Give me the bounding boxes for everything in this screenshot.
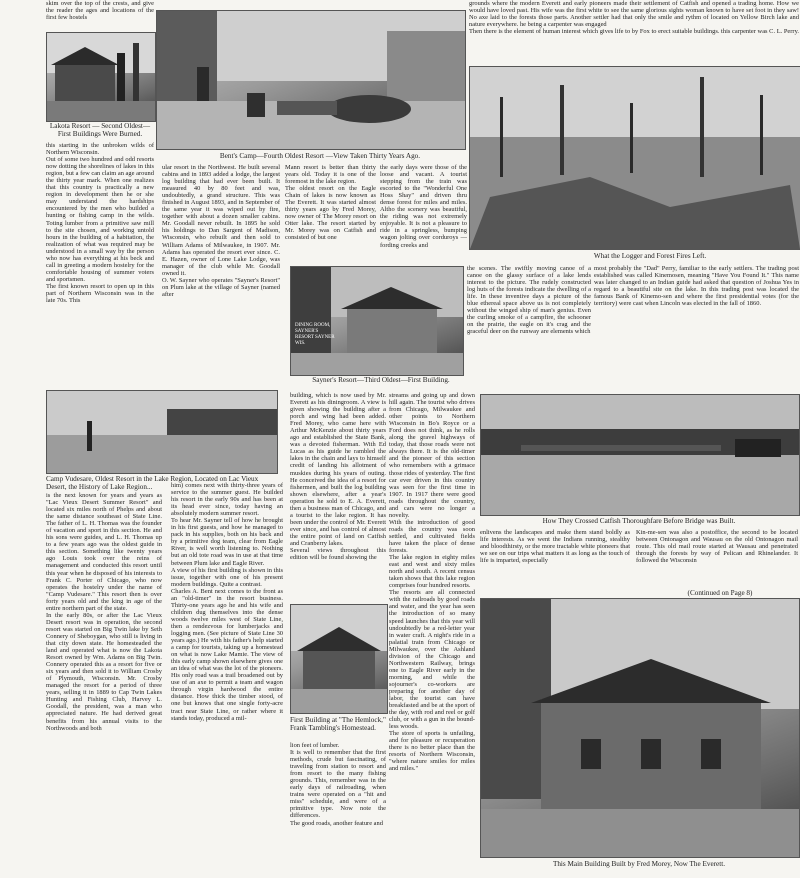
article-column-7: is the next known for years and years as "Lac Vieux Desert Summer Resort" and located six miles north of Phelps and about the same distance southeast of State Line. The father of L. H. Thomas was the founder of vacation and sport in this section. He and his sons were guides, and L. H. Thomas up to a few years ago was the oldest guide in this section. Something like twenty years ago Louis took over the reins of management and conducted this resort until this year when he disposed of his interests to Frank C. Porter of Chicago, who now operates the hostelry under the name of "Camp Vudesare." This resort then is over forty years old and the king in age of the entire northern part of the state. In the early 80s, or after the Lac Vieux Desert resort was in operation, the second resort was started on Big Twin lake by Seth Connery of Sheboygan, who still is living in that city down state. He homesteaded the land and operated what is now the Lakota Resort owned by Wm. Adams on Big Twin. Connery operated this as a resort for five or six years and then sold it to William Crosby of Plymouth, Wisconsin. Mr. Crosby managed the resort for a period of three years, selling it in 1889 to Cap Twin Lakes Hunting and Fishing Club, Harvey L. Goodall, the president, was a man who appreciated nature. He had derived great benefits from his annual visits to the Northwoods and both bbox=[46, 492, 162, 732]
article-column-11: enlivens the landscapes and make them stand boldly as life interests. As we went the Indians running, stealthy and bloodthirsty, or the more tractable white pioneers that we see on our trips what matters it as long as the touch of life is imparted, especially bbox=[480, 529, 630, 565]
article-column-1: this starting in the unbroken wilds of Northern Wisconsin. Out of some two hundred and odd resorts now dotting the shorelines of lakes in this region, but a few can claim an age around the thirty year mark. When one realizes that this country is practically a new region in development then he or she may understand the hardships encountered by the men who builded a hunting or fishing camp in the wilds. Toting lumber from a primitive saw mill to the site chosen, and working untold hours in the building of a habitation, the realization of what was required may be understood in a small way by the person who now has everything at his beck and call in greeting a modern hostelry for the comfortable housing of summer voters and sportsmen. The first known resort to open up in this part of Northern Wisconsin was in the late 70s. This bbox=[46, 142, 154, 305]
article-column-8: him) comes next with thirty-three years of service to the summer guest. He builded his resort in the early 90s and has been at its head ever since, today having an absolutely modern summer resort. To hear Mr. Sayner tell of how he brought in his first guests, and how he managed to pack in his supplies, both on his back and by a primitive dog team, clear from Eagle River, is well worth listening to. Nothing but an old tote road was in use at that time between Plum lake and Eagle River. A view of his first building is shown in this issue, together with one of his present modern buildings. Quite a contrast. Charles A. Bent next comes to the front as an "old-timer" in the resort business. Thirty-one years ago he and his wife and children dug themselves into the dense woods twelve miles west of State Line, then a rendezvous for lumberjacks and logging men. (See picture of State Line 30 years ago.) He with his father's help started a camp for tourists, taking up a homestead on what is now Lake Mamie. The view of this early camp shown elsewhere gives one an idea of what was the lot of the pioneers. His only road was a trail broadened out by use of an axe to permit a team and wagon through virgin hardwood the entire distance. How thick the timber stood, of one but knows that one single forty-acre tract near State Line, or rather where it stands today, produced a mil- bbox=[171, 482, 283, 722]
article-column-5: the scenes. The swiftly moving canoe of a canoe on the glassy surface of a lake lends interest to the picture. The rudely constructed log huts of the forests indicate the dwelling of a life. In these inventive days a picture of the blue ethereal space above us is not completely without the winged ship of man's genius. Even the curling smoke of a campfire, the schooner on the prairie, the eagle on it's crag and the graceful deer on the runway are elements which bbox=[467, 265, 591, 336]
lakota-caption: Lakota Resort — Second Oldest—First Buildings Were Burned. bbox=[49, 122, 151, 139]
logger-photo bbox=[469, 66, 800, 250]
article-column-2: ular resort in the Northwest. He built several cabins and in 1893 added a lodge, the largest log building that had ever been built. It measured 40 by 80 feet and was, undoubtedly, a grand structure. This was finished in August 1893, and in September of the same year it was wiped out by fire, together with about a dozen smaller cabins. Mr. Goodall never rebuilt. In 1895 he sold his holdings to Dan Sargent of Madison, Wisconsin, who rebuilt and then sold to William Adams of Milwaukee, in 1907. Mr. Adams has operated the resort ever since. C. E. Hazen, owner of Lone Lake Lodge, was manager of the club while Mr. Goodall owned it. O. W. Sayner who operates "Sayner's Resort" on Plum lake at the village of Sayner (named after bbox=[162, 164, 280, 298]
article-column-12: Kin-me-sen was also a postoffice, the second to be located between Ontonagon and Wausau on the old Ontonagon mail route. This old mail route started at Wausau and penetrated through the forests by way of Pelican and Rhinelander. It followed the Wisconsin bbox=[636, 529, 798, 565]
article-column-13: lion feet of lumber. It is well to remember that the first methods, crude but fascinating, of traveling from station to resort and from resort to the many fishing grounds. This, remember was in the early days of railroading, when trains were operated on a "hit and miss" schedule, and were of a primitive type. Now note the differences. The good roads, another feature and bbox=[290, 742, 386, 827]
top-right-text: grounds where the modern Everett and early pioneers made their settlement of Catfish and opened a trading home. How we would have loved past. His wife was the first white to see the same glorious sights woman known to have set foot in they saw! No axe laid to the forests those parts. Another settler had that only the smile and rythm of located on Yellow Birch lake and nature everywhere. he being a carpenter was engaged Then there is the element of human interest which gives life to by Fox to erect suitable buildings. this carpenter was C. L. Perry. bbox=[469, 0, 799, 36]
continued-note: (Continued on Page 8) bbox=[687, 589, 753, 597]
sayner-resort-photo bbox=[290, 266, 464, 376]
sayner-caption: Sayner's Resort—Third Oldest—First Building. bbox=[312, 376, 450, 384]
main-building-caption: This Main Building Built by Fred Morey, Now The Everett. bbox=[552, 860, 726, 868]
camp-vudesare-caption: Camp Vudesare, Oldest Resort in the Lake Region, Located on Lac Vieux Desert, the History of Lake Region... bbox=[46, 475, 259, 492]
logger-caption: What the Logger and Forest Fires Left. bbox=[593, 252, 707, 260]
hemlock-photo bbox=[290, 604, 388, 714]
sayner-photo-text: DINING ROOM, SAYNER'S RESORT SAYNER WIS. bbox=[295, 323, 335, 346]
lakota-resort-photo bbox=[46, 32, 156, 122]
hemlock-caption: First Building at "The Hemlock," Frank Tambling's Homestead. bbox=[290, 716, 386, 733]
catfish-caption: How They Crossed Catfish Thoroughfare Before Bridge was Built. bbox=[542, 517, 736, 525]
main-building-photo bbox=[480, 598, 800, 858]
bents-camp-caption: Bent's Camp—Fourth Oldest Resort —View Taken Thirty Years Ago. bbox=[219, 152, 421, 160]
camp-vudesare-photo bbox=[46, 390, 278, 474]
article-column-6: most probably the "Dad" Perry, familiar to the early settlers. The trading post established was called Kinemosen, meaning "Have You Found It." This name was later changed to an Indian guide had asked that question of Joshua Yes in regard to a beautiful site on the lake. In this trading post was located the famous Bank of Kinemo-sen and where the first presidential votes (for the territory) were cast when Lincoln was elected in the fall of 1860. bbox=[594, 265, 799, 308]
top-left-text: skim over the top of the crests, and give the reader the ages and locations of the first few hostels bbox=[46, 0, 154, 22]
article-column-10: streams and going up and down hill again. The tourist who drives from Chicago, Milwaukee and other points to Northern Wisconsin in Bo's Royce or a Ford does not think, as he rolls along the gravel highways of today, that those roads were not always there. It is the old-timer and the pioneer of this section who remembers with a grimace those rides of yesterday. The first car ever driven in this country was seen for the first time in 1907. In 1917 there were good roads throughout the country, and cars were no longer a novelty. With the introduction of good roads the country was soon settled, and cultivated fields have taken the place of dense forests. The lake region in eighty miles east and west and sixty miles north and south. A recent census taken shows that this lake region comprises four hundred resorts. The resorts are all connected with the railroads by good roads and water, and the year has seen the introduction of so many speed launches that this year will undoubtedly be a red-letter year in water craft. A night's ride in a palatial train from Chicago or Milwaukee, over the Ashland division of the Chicago and Northwestern Railway, brings one to Eagle River early in the morning, and while the sojourner's co-workers are preparing for another day of labor, the tourist can have breakfasted and be at the sport of the day, with rod and reel or golf club, or with a gun in the bound-less woods. The store of sports is unfailing, and for pleasure or recuperation there is no better place than the resorts of Northern Wisconsin, "where nature smiles for miles and miles." bbox=[389, 392, 475, 773]
article-column-3: Mann resort is better than thirty years old. Today it is one of the foremost in the lake region. The oldest resort on the Eagle Chain of lakes is now known as The Everett. It was started almost thirty years ago by Fred Morey, now owner of The Morey resort on Otter lake. The resort started by Mr. Morey was on Catfish and consisted of but one bbox=[285, 164, 376, 242]
catfish-photo bbox=[480, 394, 800, 516]
article-column-9: building, which is now used by Mr. Everett as his diningroom. A view is given showing the building after a porch and wing had been added. Fred Morey, who came here with Arthur McKenzie about thirty years ago and established the State Bank, was a devoted fisherman. With Ed Lucas as his guide he rambled the lakes in the chain and lays to himself credit of landing his allotment of muskies during his years of outing. He conceived the idea of a resort for fishermen, and built the log building shown elsewhere, after a year's operation he sold to E. A. Everett, then a business man of Chicago, and a tourist to the lake region. It has been under the control of Mr. Everett ever since, and has control of almost the entire point of land on Catfish and Cranberry lakes. Several views throughout this edition will be found showing the bbox=[290, 392, 386, 562]
bents-camp-photo bbox=[156, 10, 466, 150]
article-column-4: the early days were those of the loose and vacant. A tourist stepping from the train was escorted to the "Wonderful One Hoss Shay" and driven thru dense forest for miles and miles. Altho the scenery was beautiful, the riding was not extremely enjoyable. It is not a pleasure to ride in a springless, bumping wagon jolting over corduroys — fording creeks and bbox=[380, 164, 467, 249]
